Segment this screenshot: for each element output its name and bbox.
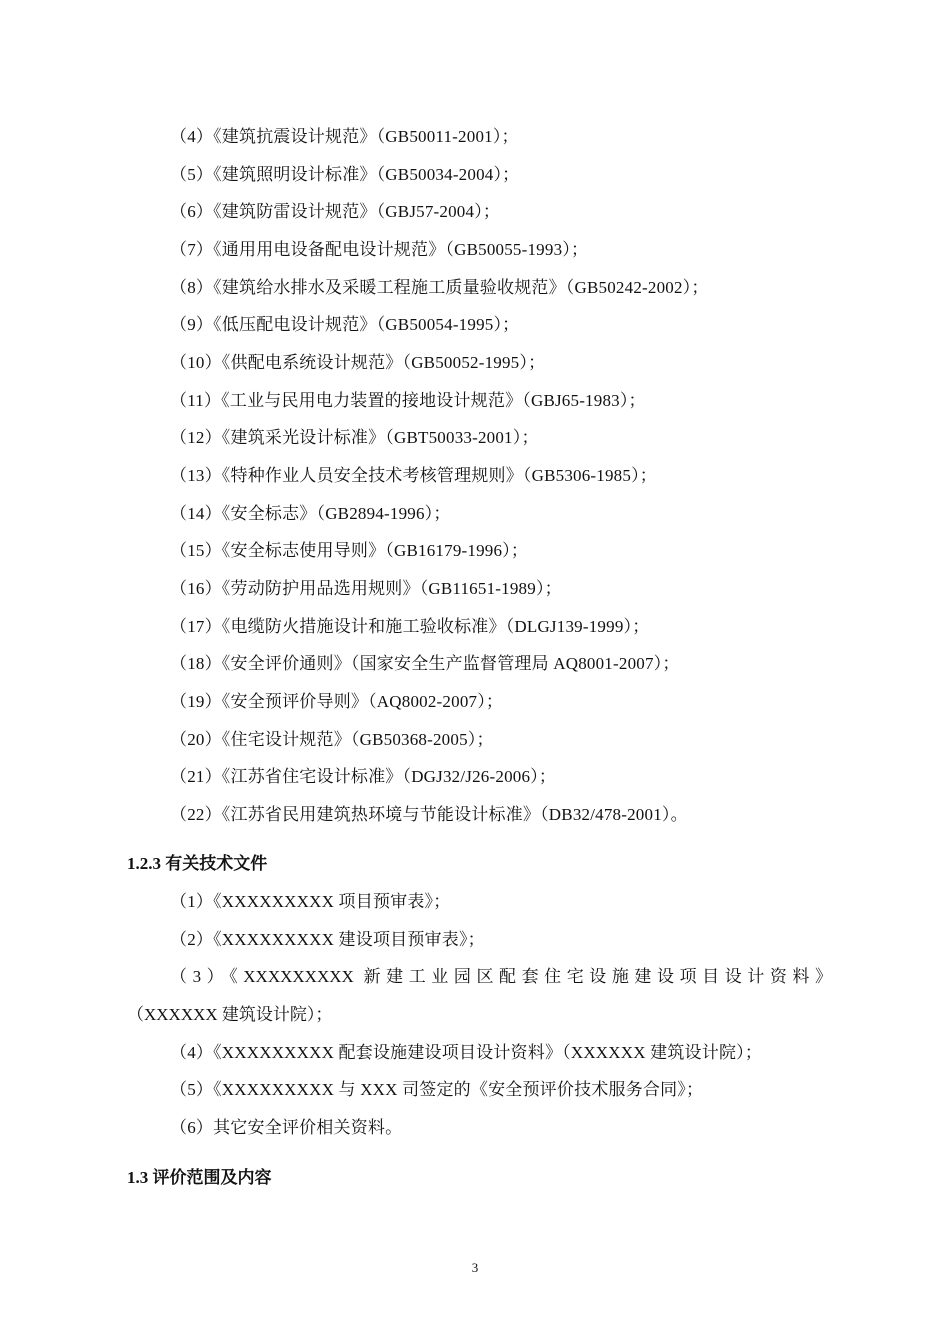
standard-item-15: （15）《安全标志使用导则》（GB16179-1996）； xyxy=(170,541,529,560)
tech-doc-item-5: （5）《XXXXXXXXX 与 XXX 司签定的《安全预评价技术服务合同》； xyxy=(170,1080,704,1099)
standard-item-11: （11）《工业与民用电力装置的接地设计规范》（GBJ65-1983）； xyxy=(170,391,646,410)
tech-doc-item-2: （2）《XXXXXXXXX 建设项目预审表》； xyxy=(170,930,485,949)
standard-item-14: （14）《安全标志》（GB2894-1996）； xyxy=(170,504,451,523)
tech-doc-item-6: （6）其它安全评价相关资料。 xyxy=(170,1118,403,1137)
standard-item-19: （19）《安全预评价导则》（AQ8002-2007）； xyxy=(170,692,504,711)
standard-item-21: （21）《江苏省住宅设计标准》（DGJ32/J26-2006）； xyxy=(170,767,557,786)
section-heading-1-3: 1.3 评价范围及内容 xyxy=(127,1168,272,1187)
standard-item-10: （10）《供配电系统设计规范》（GB50052-1995）； xyxy=(170,353,546,372)
standard-item-16: （16）《劳动防护用品选用规则》（GB11651-1989）； xyxy=(170,579,562,598)
standard-item-8: （8）《建筑给水排水及采暖工程施工质量验收规范》（GB50242-2002）； xyxy=(170,278,709,297)
standard-item-6: （6）《建筑防雷设计规范》（GBJ57-2004）； xyxy=(170,202,501,221)
tech-doc-item-3-line-1: （3）《XXXXXXXXX 新建工业园区配套住宅设施建设项目设计资料》 xyxy=(170,967,832,986)
standard-item-9: （9）《低压配电设计规范》（GB50054-1995）； xyxy=(170,315,520,334)
tech-doc-item-3-line-2: （XXXXXX 建筑设计院）； xyxy=(127,1005,333,1024)
standard-item-7: （7）《通用用电设备配电设计规范》（GB50055-1993）； xyxy=(170,240,589,259)
page-number: 3 xyxy=(471,1260,479,1275)
section-heading-1-2-3: 1.2.3 有关技术文件 xyxy=(127,854,268,873)
tech-doc-item-1: （1）《XXXXXXXXX 项目预审表》； xyxy=(170,892,451,911)
standard-item-5: （5）《建筑照明设计标准》（GB50034-2004）； xyxy=(170,165,520,184)
standard-item-18: （18）《安全评价通则》（国家安全生产监督管理局 AQ8001-2007）； xyxy=(170,654,680,673)
standard-item-20: （20）《住宅设计规范》（GB50368-2005）； xyxy=(170,730,494,749)
standard-item-13: （13）《特种作业人员安全技术考核管理规则》（GB5306-1985）； xyxy=(170,466,657,485)
standard-item-17: （17）《电缆防火措施设计和施工验收标准》（DLGJ139-1999）； xyxy=(170,617,650,636)
tech-doc-item-4: （4）《XXXXXXXXX 配套设施建设项目设计资料》（XXXXXX 建筑设计院）； xyxy=(170,1043,763,1062)
standard-item-12: （12）《建筑采光设计标准》（GBT50033-2001）； xyxy=(170,428,539,447)
standard-item-22: （22）《江苏省民用建筑热环境与节能设计标准》（DB32/478-2001）。 xyxy=(170,805,688,824)
standard-item-4: （4）《建筑抗震设计规范》（GB50011-2001）； xyxy=(170,127,519,146)
